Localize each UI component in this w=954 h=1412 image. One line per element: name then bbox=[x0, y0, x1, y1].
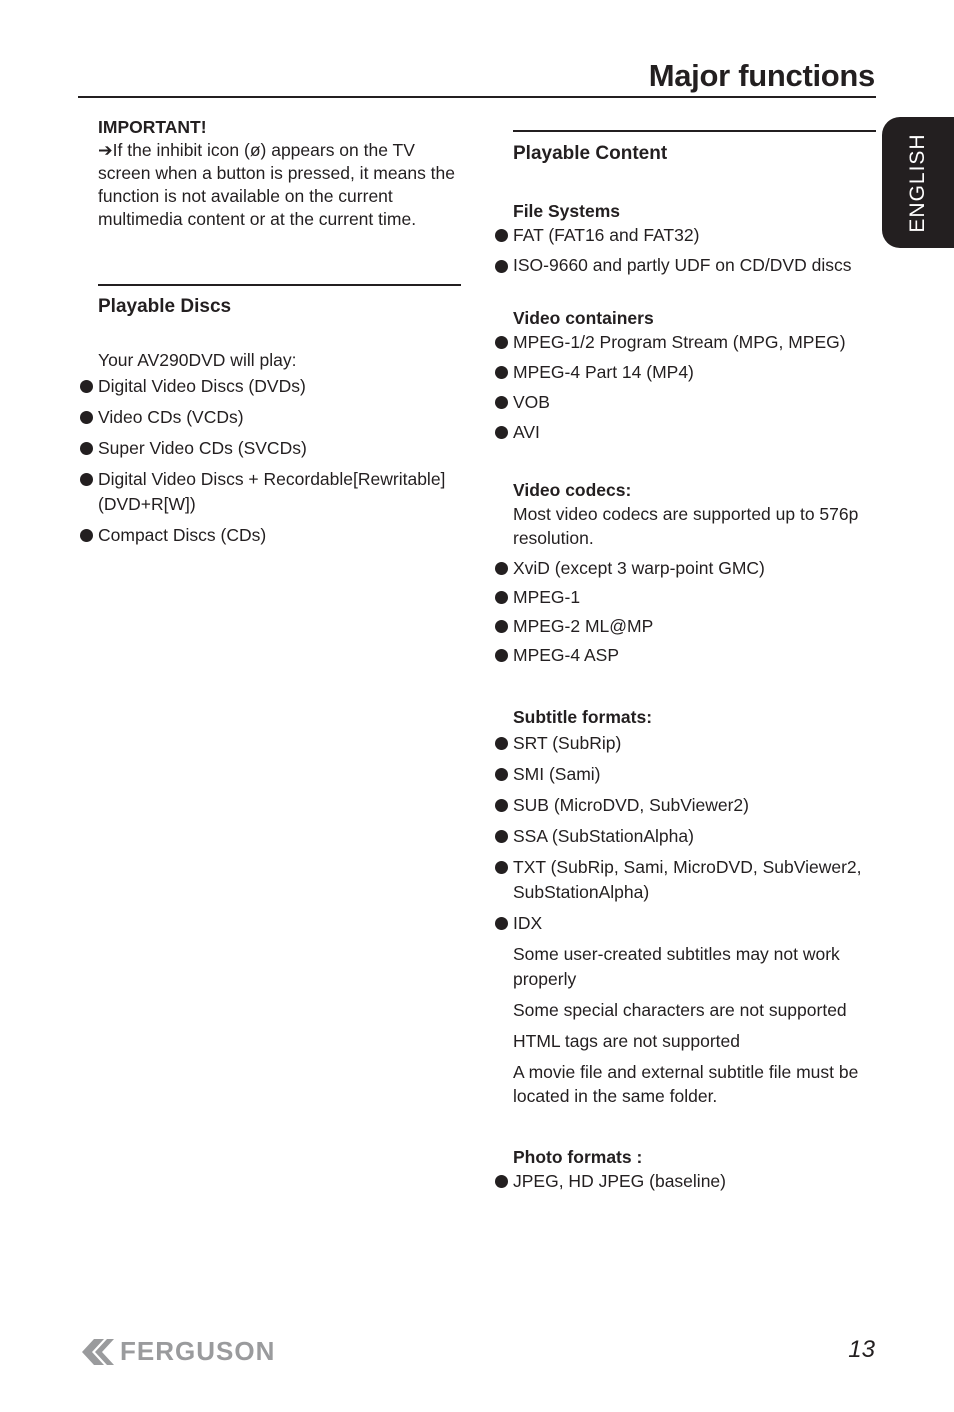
list-item: SSA (SubStationAlpha) bbox=[513, 824, 876, 849]
bullet-icon bbox=[495, 917, 508, 930]
photo-formats-list bbox=[513, 1169, 876, 1194]
list-item: Super Video CDs (SVCDs) bbox=[98, 436, 461, 461]
list-item: FAT (FAT16 and FAT32) bbox=[513, 223, 876, 248]
bullet-icon bbox=[80, 473, 93, 486]
bullet-icon bbox=[495, 426, 508, 439]
video-codecs-intro: Most video codecs are supported up to 576p resolution. bbox=[513, 504, 859, 548]
subtitle-note: HTML tags are not supported bbox=[513, 1031, 740, 1051]
important-body: If the inhibit icon (ø) appears on the TV screen when a button is pressed, it means the function is not available on the current multimedia content or at the current time. bbox=[98, 140, 456, 229]
language-tab-label: ENGLISH bbox=[906, 132, 929, 233]
bullet-icon bbox=[495, 229, 508, 242]
video-codecs-list bbox=[513, 556, 876, 668]
file-systems-heading: File Systems bbox=[513, 201, 620, 221]
right-column bbox=[513, 130, 876, 1200]
list-item: Compact Discs (CDs) bbox=[98, 523, 461, 548]
playable-discs-heading: Playable Discs bbox=[98, 296, 232, 317]
list-item: MPEG-4 Part 14 (MP4) bbox=[513, 360, 876, 385]
bullet-icon bbox=[495, 591, 508, 604]
video-codecs-heading: Video codecs: bbox=[513, 480, 632, 500]
list-item: MPEG-1/2 Program Stream (MPG, MPEG) bbox=[513, 330, 876, 355]
bullet-icon bbox=[495, 336, 508, 349]
title-rule bbox=[78, 96, 876, 98]
list-item: IDX bbox=[513, 911, 876, 936]
page-title: Major functions bbox=[648, 58, 875, 93]
bullet-icon bbox=[80, 380, 93, 393]
subtitle-note: Some user-created subtitles may not work properly bbox=[513, 944, 840, 989]
bullet-icon bbox=[80, 411, 93, 424]
language-tab bbox=[882, 117, 954, 248]
bullet-icon bbox=[495, 737, 508, 750]
photo-formats-heading: Photo formats : bbox=[513, 1147, 643, 1167]
list-item: Digital Video Discs (DVDs) bbox=[98, 374, 461, 399]
brand-logo-icon bbox=[80, 1337, 116, 1367]
section-rule bbox=[513, 130, 876, 132]
subtitle-note: A movie file and external subtitle file must be located in the same folder. bbox=[513, 1062, 859, 1106]
list-item: XviD (except 3 warp-point GMC) bbox=[513, 556, 876, 581]
file-systems-list bbox=[513, 223, 876, 277]
playable-discs-intro: Your AV290DVD will play: bbox=[98, 350, 297, 370]
important-heading: IMPORTANT! bbox=[98, 117, 207, 137]
list-item: SRT (SubRip) bbox=[513, 731, 876, 756]
subtitle-formats-heading: Subtitle formats: bbox=[513, 707, 653, 727]
bullet-icon bbox=[495, 649, 508, 662]
bullet-icon bbox=[80, 529, 93, 542]
video-containers-heading: Video containers bbox=[513, 308, 654, 328]
list-item: JPEG, HD JPEG (baseline) bbox=[513, 1169, 876, 1194]
bullet-icon bbox=[495, 799, 508, 812]
subtitle-formats-list bbox=[513, 731, 876, 936]
bullet-icon bbox=[495, 861, 508, 874]
bullet-icon bbox=[495, 620, 508, 633]
list-item: SMI (Sami) bbox=[513, 762, 876, 787]
bullet-icon bbox=[495, 366, 508, 379]
left-column bbox=[98, 116, 461, 554]
section-rule bbox=[98, 284, 461, 286]
bullet-icon bbox=[495, 1175, 508, 1188]
bullet-icon bbox=[495, 768, 508, 781]
list-item: Digital Video Discs + Recordable[Rewritable] (DVD+R[W]) bbox=[98, 467, 461, 517]
bullet-icon bbox=[495, 562, 508, 575]
bullet-icon bbox=[495, 396, 508, 409]
list-item: MPEG-2 ML@MP bbox=[513, 614, 876, 639]
video-containers-list bbox=[513, 330, 876, 445]
list-item: MPEG-1 bbox=[513, 585, 876, 610]
brand-logo bbox=[80, 1336, 275, 1367]
bullet-icon bbox=[495, 830, 508, 843]
playable-discs-list bbox=[98, 374, 461, 548]
list-item: MPEG-4 ASP bbox=[513, 643, 876, 668]
important-text bbox=[98, 139, 461, 231]
list-item: AVI bbox=[513, 420, 876, 445]
list-item: VOB bbox=[513, 390, 876, 415]
list-item: TXT (SubRip, Sami, MicroDVD, SubViewer2, SubStationAlpha) bbox=[513, 855, 876, 905]
page-number: 13 bbox=[848, 1336, 875, 1363]
list-item: Video CDs (VCDs) bbox=[98, 405, 461, 430]
list-item: SUB (MicroDVD, SubViewer2) bbox=[513, 793, 876, 818]
arrow-icon: ➔ bbox=[98, 140, 113, 160]
playable-content-heading: Playable Content bbox=[513, 143, 668, 164]
subtitle-note: Some special characters are not supported bbox=[513, 1000, 847, 1020]
list-item: ISO-9660 and partly UDF on CD/DVD discs bbox=[513, 254, 876, 277]
bullet-icon bbox=[80, 442, 93, 455]
brand-name: FERGUSON bbox=[120, 1336, 276, 1366]
bullet-icon bbox=[495, 260, 508, 273]
